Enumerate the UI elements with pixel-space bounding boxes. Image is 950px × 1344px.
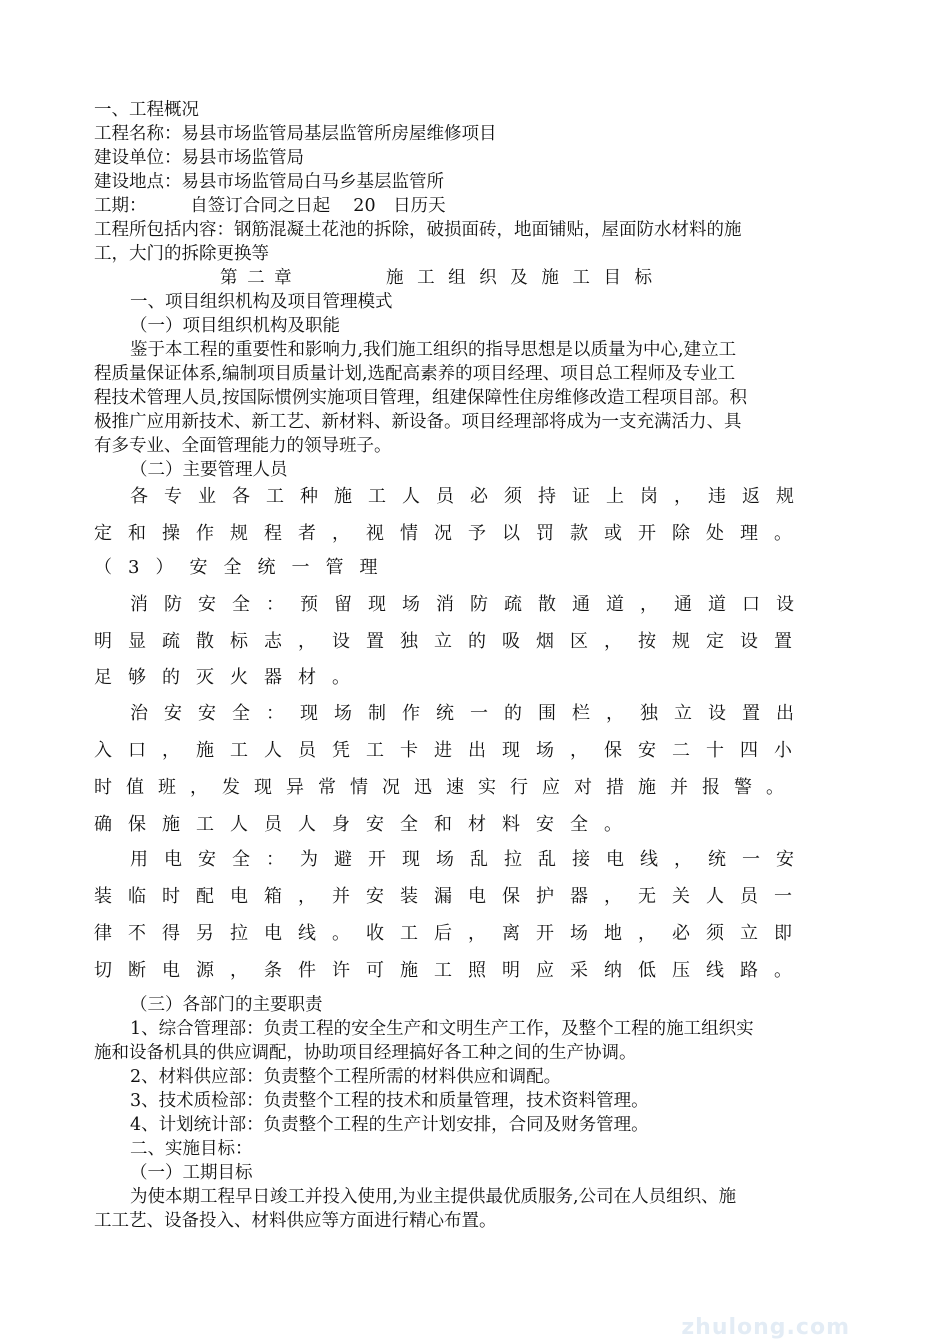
duty-line: 施和设备机具的供应调配，协助项目经理搞好各工种之间的生产协调。 (94, 1043, 637, 1063)
spaced-line: 切断电源，条件许可施工照明应采纳低压线路。 (94, 960, 808, 981)
spaced-line: 入口，施工人员凭工卡进出现场，保安二十四小 (94, 740, 808, 761)
construction-period: 工期： 自签订合同之日起 20 日历天 (94, 196, 446, 216)
spaced-line: 明显疏散标志，设置独立的吸烟区，按规定设置 (94, 631, 808, 652)
paragraph-line: 极推广应用新技术、新工艺、新材料、新设备。项目经理部将成为一支充满活力、具 (94, 412, 742, 432)
duty-line: 1、综合管理部：负责工程的安全生产和文明生产工作，及整个工程的施工组织实 (130, 1019, 754, 1039)
paragraph-line: 为使本期工程早日竣工并投入使用,为业主提供最优质服务,公司在人员组织、施 (130, 1187, 737, 1207)
paragraph-line: 程技术管理人员,按国际惯例实施项目管理，组建保障性住房维修改造工程项目部。积 (94, 388, 748, 408)
subsection-heading: （一）项目组织机构及职能 (130, 316, 340, 336)
paragraph-line: 鉴于本工程的重要性和影响力,我们施工组织的指导思想是以质量为中心,建立工 (130, 340, 737, 360)
spaced-line: 治安安全：现场制作统一的围栏，独立设置出 (130, 703, 810, 724)
spaced-line: 装临时配电箱，并安装漏电保护器，无关人员一 (94, 886, 808, 907)
subsection-heading: （三）各部门的主要职责 (130, 995, 323, 1015)
spaced-line: 时值班，发现异常情况迅速实行应对措施并报警。 (94, 777, 798, 798)
paragraph-line: 工工艺、设备投入、材料供应等方面进行精心布置。 (94, 1211, 497, 1231)
spaced-line: 足够的灭火器材。 (94, 667, 366, 688)
spaced-line: 各专业各工种施工人员必须持证上岗，违返规 (130, 486, 810, 507)
safety-heading: （3）安全统一管理 (94, 557, 394, 578)
project-name: 工程名称：易县市场监管局基层监管所房屋维修项目 (94, 124, 497, 144)
duty-line: 3、技术质检部：负责整个工程的技术和质量管理，技术资料管理。 (130, 1091, 649, 1111)
paragraph-line: 有多专业、全面管理能力的领导班子。 (94, 436, 392, 456)
chapter-title: 施 工 组 织 及 施 工 目 标 (386, 268, 657, 288)
section-heading: 一、工程概况 (94, 100, 199, 120)
subsection-heading: 一、项目组织机构及项目管理模式 (130, 292, 393, 312)
spaced-line: 定和操作规程者，视情况予以罚款或开除处理。 (94, 523, 808, 544)
construction-location: 建设地点：易县市场监管局白马乡基层监管所 (94, 172, 444, 192)
scope-line: 工程所包括内容：钢筋混凝土花池的拆除，破损面砖，地面铺贴，屋面防水材料的施 (94, 220, 742, 240)
spaced-line: 用电安全：为避开现场乱拉乱接电线，统一安 (130, 849, 810, 870)
chapter-number: 第 二 章 (220, 268, 294, 288)
watermark-logo: zhulong.com (681, 1315, 850, 1340)
spaced-line: 消防安全：预留现场消防疏散通道，通道口设 (130, 594, 810, 615)
subsection-heading: （二）主要管理人员 (130, 460, 288, 480)
scope-line: 工，大门的拆除更换等 (94, 244, 269, 264)
spaced-line: 确保施工人员人身安全和材料安全。 (94, 814, 638, 835)
subsection-heading: （一）工期目标 (130, 1163, 253, 1183)
duty-line: 2、材料供应部：负责整个工程所需的材料供应和调配。 (130, 1067, 562, 1087)
construction-unit: 建设单位：易县市场监管局 (94, 148, 304, 168)
paragraph-line: 程质量保证体系,编制项目质量计划,选配高素养的项目经理、项目总工程师及专业工 (94, 364, 736, 384)
duty-line: 4、计划统计部：负责整个工程的生产计划安排，合同及财务管理。 (130, 1115, 649, 1135)
subsection-heading: 二、实施目标： (130, 1139, 253, 1159)
spaced-line: 律不得另拉电线。收工后，离开场地，必须立即 (94, 923, 808, 944)
